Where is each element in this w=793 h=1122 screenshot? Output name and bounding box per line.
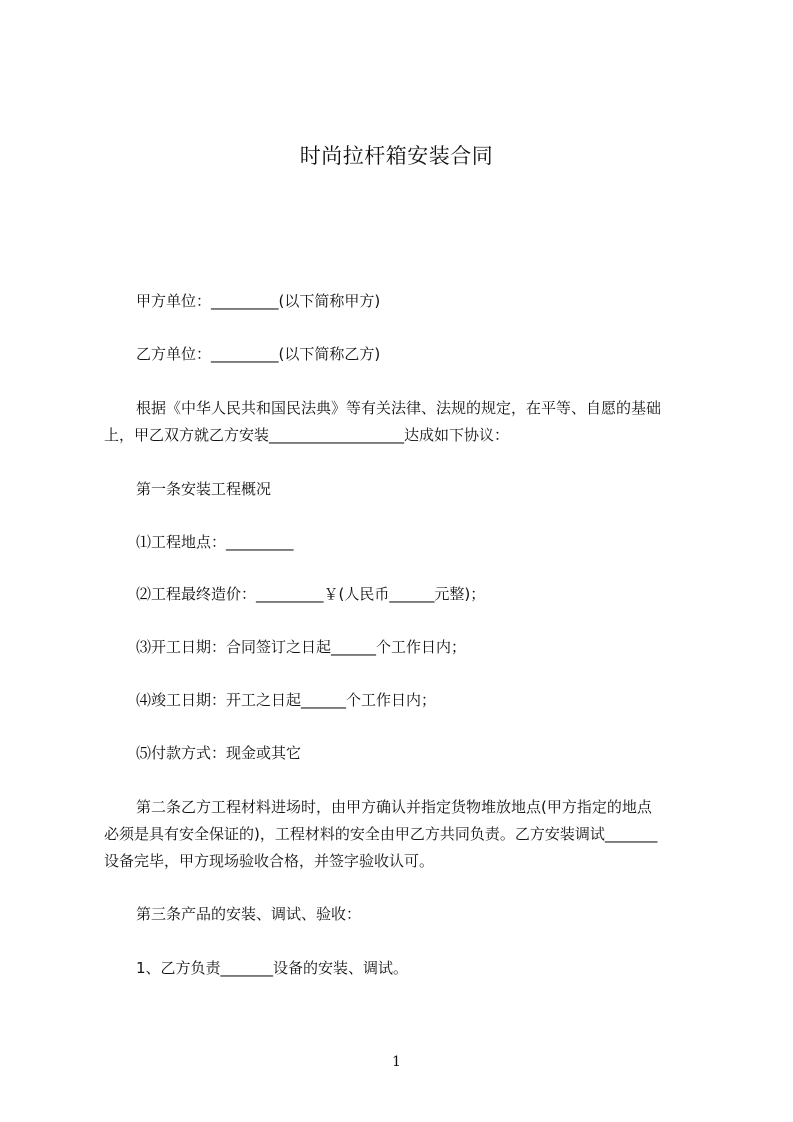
article-2-line-3: 设备完毕，甲方现场验收合格，并签字验收认可。 (104, 852, 435, 870)
preamble-line-1: 根据《中华人民共和国民法典》等有关法律、法规的规定，在平等、自愿的基础 (136, 399, 662, 417)
article-1-item-1: ⑴工程地点：_________ (136, 533, 294, 551)
article-2-paragraph (104, 794, 700, 875)
page-number: 1 (392, 1054, 401, 1070)
party-b-line: 乙方单位：_________(以下简称乙方) (136, 345, 381, 363)
article-1-item-4: ⑷竣工日期：开工之日起______个工作日内； (136, 691, 437, 709)
preamble-line-2: 上，甲乙双方就乙方安装__________________达成如下协议： (104, 426, 510, 444)
article-2-line-2: 必须是具有安全保证的)，工程材料的安全由甲乙方共同负责。乙方安装调试_______ (104, 825, 658, 843)
article-1-item-5: ⑸付款方式：现金或其它 (136, 744, 302, 762)
article-1-item-2: ⑵工程最终造价：_________￥(人民币______元整)； (136, 585, 486, 603)
article-2-line-1: 第二条乙方工程材料进场时，由甲方确认并指定货物堆放地点(甲方指定的地点 (136, 798, 652, 816)
article-3-heading: 第三条产品的安装、调试、验收： (136, 905, 362, 923)
article-3-clause-1: 1、乙方负责_______设备的安装、调试。 (136, 959, 409, 977)
document-title: 时尚拉杆箱安装合同 (299, 144, 494, 168)
preamble-paragraph (104, 395, 700, 449)
party-a-line: 甲方单位：_________(以下简称甲方) (136, 292, 381, 310)
article-1-heading: 第一条安装工程概况 (136, 480, 272, 498)
article-1-item-3: ⑶开工日期：合同签订之日起______个工作日内； (136, 638, 467, 656)
